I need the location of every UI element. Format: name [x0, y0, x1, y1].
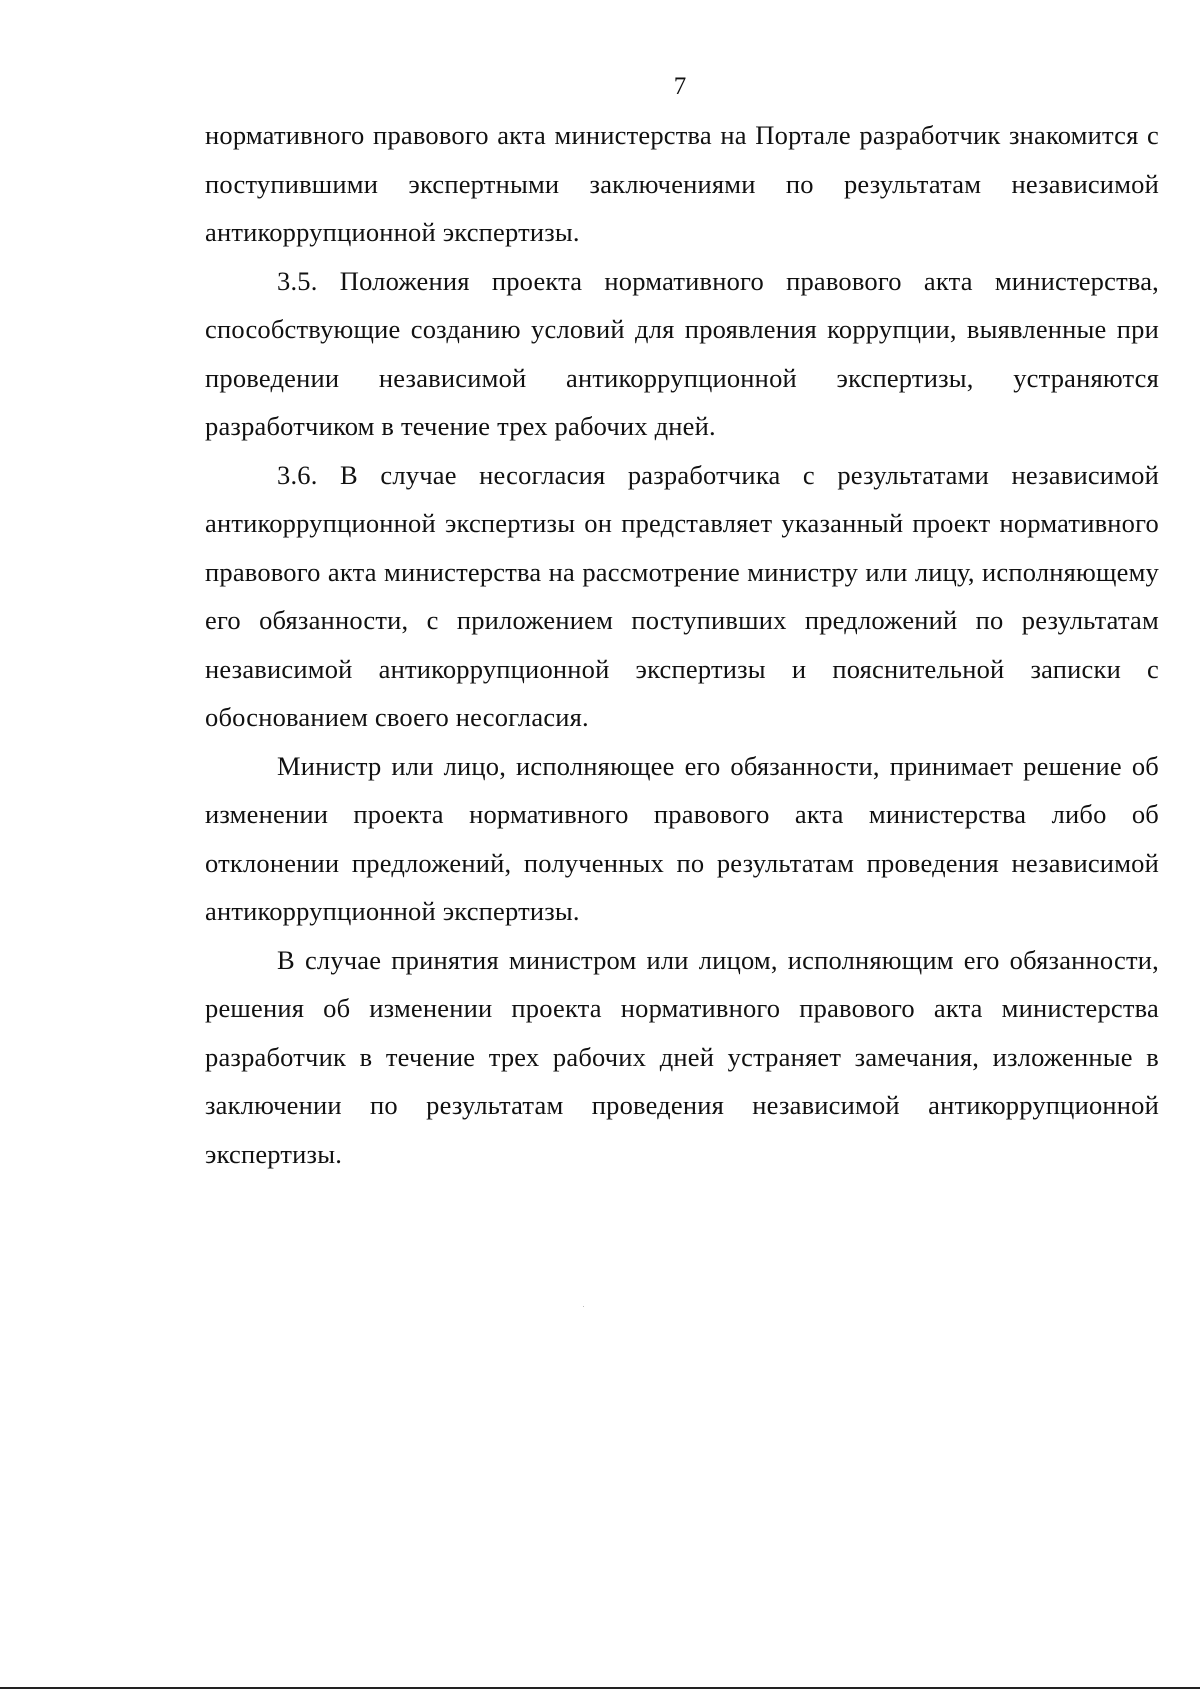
document-body	[205, 111, 1159, 1178]
paragraph-3-6: 3.6. В случае несогласия разработчика с результатами независимой антикоррупционной экспертизы он представляет указанный проект нормативного правового акта министерства на рассмотрение министру или лицу, исполняющему его обязанности, с приложением поступивших предложений по результатам независимой антикоррупционной экспертизы и пояснительной записки с обоснованием своего несогласия.	[205, 459, 1159, 732]
page-number: 7	[673, 73, 687, 100]
paragraph-minister-decision: Министр или лицо, исполняющее его обязанности, принимает решение об изменении проекта нормативного правового акта министерства либо об отклонении предложений, полученных по результатам проведения независимой антикоррупционной экспертизы.	[205, 750, 1159, 926]
bottom-edge-line	[0, 1687, 1200, 1689]
paragraph-3-5: 3.5. Положения проекта нормативного правового акта министерства, способствующие созданию условий для проявления коррупции, выявленные при проведении независимой антикоррупционной экспертизы, устраняются разработчиком в течение трех рабочих дней.	[205, 265, 1159, 441]
scan-artifact	[583, 1306, 584, 1307]
paragraph-continuation: нормативного правового акта министерства на Портале разработчик знакомится с поступившими экспертными заключениями по результатам независимой антикоррупционной экспертизы.	[205, 120, 1159, 247]
paragraph-acceptance-case: В случае принятия министром или лицом, исполняющим его обязанности, решения об изменении проекта нормативного правового акта министерства разработчик в течение трех рабочих дней устраняет замечания, изложенные в заключении по результатам проведения независимой антикоррупционной экспертизы.	[205, 944, 1159, 1169]
